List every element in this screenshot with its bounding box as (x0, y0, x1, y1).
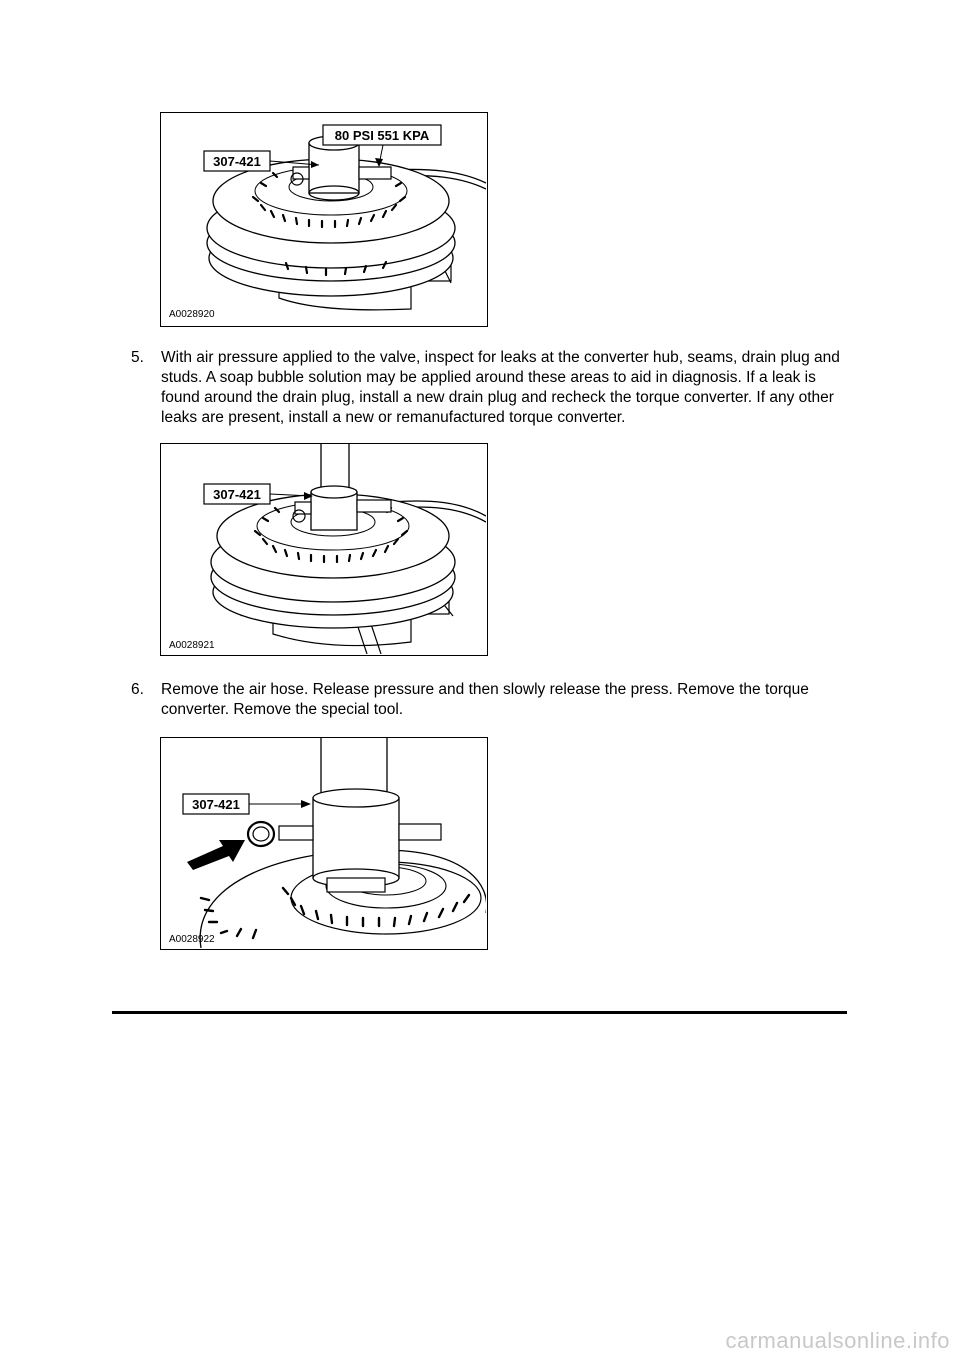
step-number: 5. (131, 349, 144, 366)
special-tool-removal-illustration (161, 738, 486, 948)
torque-converter-illustration-pressurized (161, 113, 486, 325)
figure-1 (160, 112, 488, 327)
callout-pressure: 80 PSI 551 KPA (334, 128, 430, 143)
step-6 (131, 680, 851, 720)
figure-3 (160, 737, 488, 950)
figure-id: A0028922 (169, 934, 215, 945)
torque-converter-illustration-inspection (161, 444, 486, 654)
section-divider (112, 1011, 847, 1014)
step-text: Remove the air hose. Release pressure and then slowly release the press. Remove the torque converter. Remove the special tool. (161, 681, 809, 718)
step-number: 6. (131, 681, 144, 698)
watermark: carmanualsonline.info (725, 1328, 950, 1353)
step-5 (131, 348, 851, 428)
figure-id: A0028921 (169, 640, 215, 651)
callout-tool-number: 307-421 (192, 797, 240, 812)
step-text: With air pressure applied to the valve, inspect for leaks at the converter hub, seams, drain plug and studs. A soap bubble solution may be applied around these areas to aid in diagnosis. If a leak is found around the drain plug, install a new drain plug and recheck the torque converter. If any other leaks are present, install a new or remanufactured torque converter. (161, 349, 840, 426)
callout-tool-number: 307-421 (213, 487, 261, 502)
callout-tool-number: 307-421 (213, 154, 261, 169)
figure-id: A0028920 (169, 309, 215, 320)
figure-2 (160, 443, 488, 656)
